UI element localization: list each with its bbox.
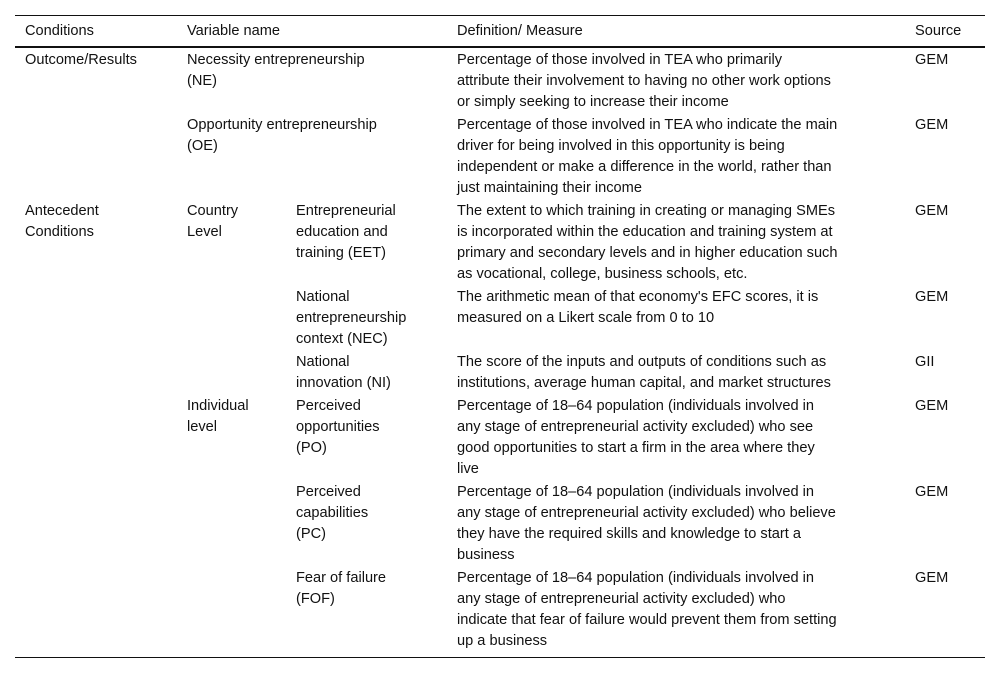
definition-ne: Percentage of those involved in TEA who primarily attribute their involvement to having no other work options or simply seeking to increase their income xyxy=(457,52,831,110)
header-variable-name: Variable name xyxy=(187,23,281,39)
definition-eet: The extent to which training in creating or managing SMEs is incorporated within the education and training system at primary and secondary levels and in higher education such as vocational, college, business schools, etc. xyxy=(457,203,838,282)
variable-ni: National innovation (NI) xyxy=(296,354,391,391)
table-bottom-rule xyxy=(15,657,985,658)
definition-ni: The score of the inputs and outputs of conditions such as institutions, average human capital, and market structures xyxy=(457,354,831,391)
variable-pc: Perceived capabilities (PC) xyxy=(296,484,369,542)
definition-oe: Percentage of those involved in TEA who indicate the main driver for being involved in this opportunity is being independent or make a difference in the world, rather than just maintaining their income xyxy=(457,117,838,196)
variable-ne: Necessity entrepreneurship (NE) xyxy=(187,52,365,89)
condition-outcome-results: Outcome/Results xyxy=(25,52,137,68)
source-oe: GEM xyxy=(915,117,949,133)
variable-nec: National entrepreneurship context (NEC) xyxy=(296,289,407,347)
source-fof: GEM xyxy=(915,570,949,586)
source-pc: GEM xyxy=(915,484,949,500)
source-ne: GEM xyxy=(915,52,949,68)
variable-po: Perceived opportunities (PO) xyxy=(296,398,380,456)
definition-fof: Percentage of 18–64 population (individuals involved in any stage of entrepreneurial activity excluded) who indicate that fear of failure would prevent them from setting up a business xyxy=(457,570,837,649)
table-header-rule xyxy=(15,46,985,48)
level-individual: Individual level xyxy=(187,398,249,435)
header-conditions: Conditions xyxy=(25,23,94,39)
source-ni: GII xyxy=(915,354,935,370)
definition-pc: Percentage of 18–64 population (individuals involved in any stage of entrepreneurial activity excluded) who believe they have the required skills and knowledge to start a business xyxy=(457,484,836,563)
variable-eet: Entrepreneurial education and training (EET) xyxy=(296,203,396,261)
variable-oe: Opportunity entrepreneurship (OE) xyxy=(187,117,377,154)
condition-antecedent: Antecedent Conditions xyxy=(25,203,99,240)
variable-fof: Fear of failure (FOF) xyxy=(296,570,387,607)
definition-nec: The arithmetic mean of that economy's EFC scores, it is measured on a Likert scale from 0 to 10 xyxy=(457,289,819,326)
header-definition: Definition/ Measure xyxy=(457,23,583,39)
table-top-rule xyxy=(15,15,985,16)
definition-po: Percentage of 18–64 population (individuals involved in any stage of entrepreneurial activity excluded) who see good opportunities to start a firm in the area where they live xyxy=(457,398,815,477)
header-source: Source xyxy=(915,23,962,39)
source-eet: GEM xyxy=(915,203,949,219)
source-po: GEM xyxy=(915,398,949,414)
level-country: Country Level xyxy=(187,203,239,240)
source-nec: GEM xyxy=(915,289,949,305)
